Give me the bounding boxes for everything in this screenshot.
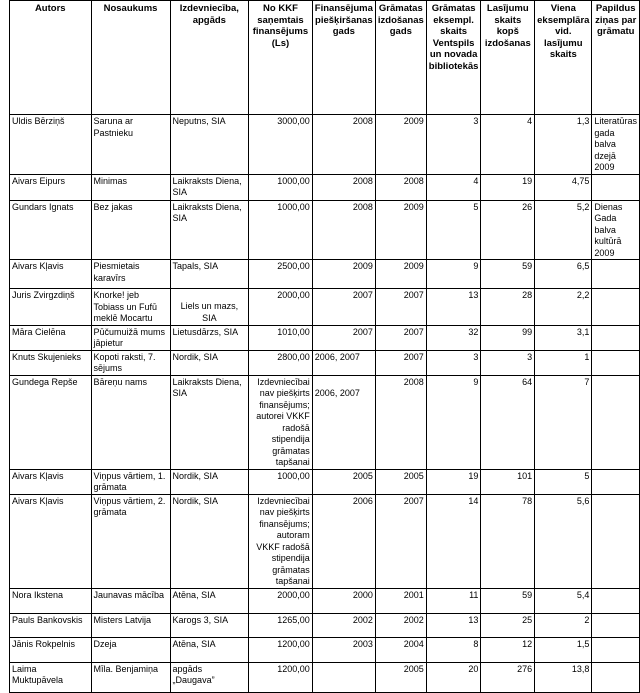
cell-grant-year: 2000 (312, 588, 375, 613)
cell-author: Aivars Kļavis (10, 494, 92, 588)
cell-copies: 8 (426, 637, 481, 662)
cell-funding: 1200,00 (249, 662, 313, 692)
cell-notes (592, 325, 640, 350)
cell-author: Juris Zvirgzdiņš (10, 289, 92, 326)
cell-copies: 11 (426, 588, 481, 613)
cell-pub-year: 2007 (375, 494, 426, 588)
cell-title: Minimas (91, 174, 170, 200)
cell-avg-readings: 1 (535, 350, 592, 375)
table-row (10, 469, 640, 494)
cell-copies: 20 (426, 662, 481, 692)
cell-readings: 3 (481, 350, 535, 375)
cell-title: Saruna ar Pastnieku (91, 115, 170, 175)
table-row (10, 174, 640, 200)
cell-author: Jānis Rokpelnis (10, 637, 92, 662)
cell-title: Pūčumuižā mums jāpietur (91, 325, 170, 350)
cell-avg-readings: 13,8 (535, 662, 592, 692)
table-row (10, 494, 640, 588)
table-row (10, 200, 640, 260)
cell-publisher: Lietusdārzs, SIA (170, 325, 249, 350)
cell-pub-year: 2001 (375, 588, 426, 613)
cell-author: Pauls Bankovskis (10, 613, 92, 637)
cell-readings: 59 (481, 588, 535, 613)
cell-copies: 19 (426, 469, 481, 494)
cell-author: Māra Cielēna (10, 325, 92, 350)
header-author: Autors (10, 1, 92, 115)
cell-title: Misters Latvija (91, 613, 170, 637)
cell-pub-year: 2008 (375, 375, 426, 469)
cell-funding: 2800,00 (249, 350, 313, 375)
cell-publisher: Liels un mazs, SIA (170, 289, 249, 326)
cell-copies: 9 (426, 260, 481, 289)
cell-title: Mīla. Benjamiņa (91, 662, 170, 692)
cell-author: Gundega Repše (10, 375, 92, 469)
cell-readings: 19 (481, 174, 535, 200)
cell-publisher: Tapals, SIA (170, 260, 249, 289)
cell-copies: 5 (426, 200, 481, 260)
cell-readings: 101 (481, 469, 535, 494)
cell-title: Jaunavas mācība (91, 588, 170, 613)
cell-grant-year: 2002 (312, 613, 375, 637)
table-row (10, 613, 640, 637)
cell-author: Knuts Skujenieks (10, 350, 92, 375)
cell-pub-year: 2007 (375, 325, 426, 350)
cell-title: Kopoti raksti, 7. sējums (91, 350, 170, 375)
cell-notes (592, 350, 640, 375)
cell-avg-readings: 4,75 (535, 174, 592, 200)
cell-pub-year: 2009 (375, 115, 426, 175)
header-pub-year: Grāmatas izdošanas gads (375, 1, 426, 115)
header-copies: Grāmatas eksempl. skaits Ventspils un novada bibliotekās (426, 1, 481, 115)
cell-pub-year: 2002 (375, 613, 426, 637)
cell-readings: 64 (481, 375, 535, 469)
table-row (10, 662, 640, 692)
cell-funding: 3000,00 (249, 115, 313, 175)
cell-avg-readings: 5,4 (535, 588, 592, 613)
cell-notes (592, 588, 640, 613)
header-notes: Papildus ziņas par grāmatu (592, 1, 640, 115)
cell-title: Dzeja (91, 637, 170, 662)
cell-pub-year: 2008 (375, 174, 426, 200)
cell-notes: Literatūras gada balva dzejā 2009 (592, 115, 640, 175)
cell-readings: 59 (481, 260, 535, 289)
cell-avg-readings: 6,5 (535, 260, 592, 289)
table-row (10, 375, 640, 469)
cell-copies: 14 (426, 494, 481, 588)
cell-publisher: Nordik, SIA (170, 494, 249, 588)
header-publisher: Izdevniecība, apgāds (170, 1, 249, 115)
cell-funding: 2000,00 (249, 588, 313, 613)
cell-grant-year: 2009 (312, 260, 375, 289)
cell-grant-year: 2005 (312, 469, 375, 494)
cell-avg-readings: 5,6 (535, 494, 592, 588)
cell-author: Aivars Kļavis (10, 260, 92, 289)
cell-copies: 3 (426, 350, 481, 375)
cell-funding: Izdevniecībai nav piešķirts finansējums; autorei VKKF radošā stipendija grāmatas tapšanai (249, 375, 313, 469)
cell-notes (592, 469, 640, 494)
book-funding-table (9, 0, 640, 693)
cell-author: Uldis Bērziņš (10, 115, 92, 175)
cell-avg-readings: 5 (535, 469, 592, 494)
table-row (10, 637, 640, 662)
cell-grant-year: 2008 (312, 200, 375, 260)
cell-notes: Dienas Gada balva kultūrā 2009 (592, 200, 640, 260)
cell-readings: 78 (481, 494, 535, 588)
cell-funding: 1010,00 (249, 325, 313, 350)
table-row (10, 588, 640, 613)
cell-title: Knorke! jeb Tobiass un Fufū meklē Mocartu (91, 289, 170, 326)
cell-publisher: Atēna, SIA (170, 637, 249, 662)
cell-funding: 1265,00 (249, 613, 313, 637)
cell-pub-year: 2009 (375, 200, 426, 260)
cell-funding: Izdevniecībai nav piešķirts finansējums; autoram VKKF radošā stipendija grāmatas tapšanai (249, 494, 313, 588)
cell-publisher: Laikraksts Diena, SIA (170, 174, 249, 200)
cell-author: Aivars Kļavis (10, 469, 92, 494)
cell-avg-readings: 2 (535, 613, 592, 637)
cell-title: Bez jakas (91, 200, 170, 260)
cell-grant-year: 2006 (312, 494, 375, 588)
cell-funding: 1000,00 (249, 174, 313, 200)
cell-pub-year: 2009 (375, 260, 426, 289)
table-row (10, 260, 640, 289)
table-row (10, 325, 640, 350)
cell-notes (592, 613, 640, 637)
cell-pub-year: 2005 (375, 469, 426, 494)
cell-readings: 28 (481, 289, 535, 326)
cell-publisher: Laikraksts Diena, SIA (170, 375, 249, 469)
cell-title: Viņpus vārtiem, 2. grāmata (91, 494, 170, 588)
cell-readings: 25 (481, 613, 535, 637)
cell-title: Piesmietais karavīrs (91, 260, 170, 289)
cell-copies: 32 (426, 325, 481, 350)
cell-grant-year: 2007 (312, 325, 375, 350)
cell-grant-year: 2008 (312, 174, 375, 200)
header-avg-readings: Viena eksemplāra vid. lasījumu skaits (535, 1, 592, 115)
cell-readings: 276 (481, 662, 535, 692)
cell-funding: 1000,00 (249, 200, 313, 260)
cell-notes (592, 289, 640, 326)
cell-publisher: Atēna, SIA (170, 588, 249, 613)
cell-grant-year: 2007 (312, 289, 375, 326)
cell-readings: 26 (481, 200, 535, 260)
cell-notes (592, 662, 640, 692)
cell-publisher: Karogs 3, SIA (170, 613, 249, 637)
cell-publisher: Nordik, SIA (170, 350, 249, 375)
cell-copies: 3 (426, 115, 481, 175)
header-grant-year: Finansējuma piešķiršanas gads (312, 1, 375, 115)
cell-funding: 2500,00 (249, 260, 313, 289)
cell-pub-year: 2004 (375, 637, 426, 662)
cell-funding: 1000,00 (249, 469, 313, 494)
cell-grant-year: 2008 (312, 115, 375, 175)
cell-copies: 13 (426, 613, 481, 637)
cell-notes (592, 174, 640, 200)
cell-title: Viņpus vārtiem, 1. grāmata (91, 469, 170, 494)
cell-pub-year: 2007 (375, 350, 426, 375)
cell-author: Aivars Eipurs (10, 174, 92, 200)
cell-readings: 12 (481, 637, 535, 662)
header-funding: No KKF saņemtais finansējums (Ls) (249, 1, 313, 115)
header-title: Nosaukums (91, 1, 170, 115)
cell-title: Bāreņu nams (91, 375, 170, 469)
header-readings: Lasījumu skaits kopš izdošanas (481, 1, 535, 115)
cell-notes (592, 494, 640, 588)
cell-grant-year (312, 662, 375, 692)
table-row (10, 289, 640, 326)
header-row (10, 1, 640, 115)
cell-author: Gundars Ignats (10, 200, 92, 260)
cell-pub-year: 2007 (375, 289, 426, 326)
cell-readings: 4 (481, 115, 535, 175)
cell-avg-readings: 1,3 (535, 115, 592, 175)
cell-avg-readings: 7 (535, 375, 592, 469)
cell-notes (592, 260, 640, 289)
cell-publisher: Laikraksts Diena, SIA (170, 200, 249, 260)
cell-pub-year: 2005 (375, 662, 426, 692)
cell-publisher: Nordik, SIA (170, 469, 249, 494)
cell-copies: 4 (426, 174, 481, 200)
cell-grant-year: 2003 (312, 637, 375, 662)
cell-copies: 9 (426, 375, 481, 469)
cell-avg-readings: 3,1 (535, 325, 592, 350)
cell-avg-readings: 2,2 (535, 289, 592, 326)
cell-avg-readings: 5,2 (535, 200, 592, 260)
cell-readings: 99 (481, 325, 535, 350)
cell-author: Laima Muktupāvela (10, 662, 92, 692)
table-row (10, 350, 640, 375)
cell-funding: 1200,00 (249, 637, 313, 662)
cell-notes (592, 637, 640, 662)
cell-grant-year: 2006, 2007 (312, 375, 375, 469)
cell-author: Nora Ikstena (10, 588, 92, 613)
cell-notes (592, 375, 640, 469)
cell-copies: 13 (426, 289, 481, 326)
cell-publisher: Neputns, SIA (170, 115, 249, 175)
cell-publisher: apgāds „Daugava” (170, 662, 249, 692)
table-row (10, 115, 640, 175)
cell-funding: 2000,00 (249, 289, 313, 326)
cell-avg-readings: 1,5 (535, 637, 592, 662)
cell-grant-year: 2006, 2007 (312, 350, 375, 375)
